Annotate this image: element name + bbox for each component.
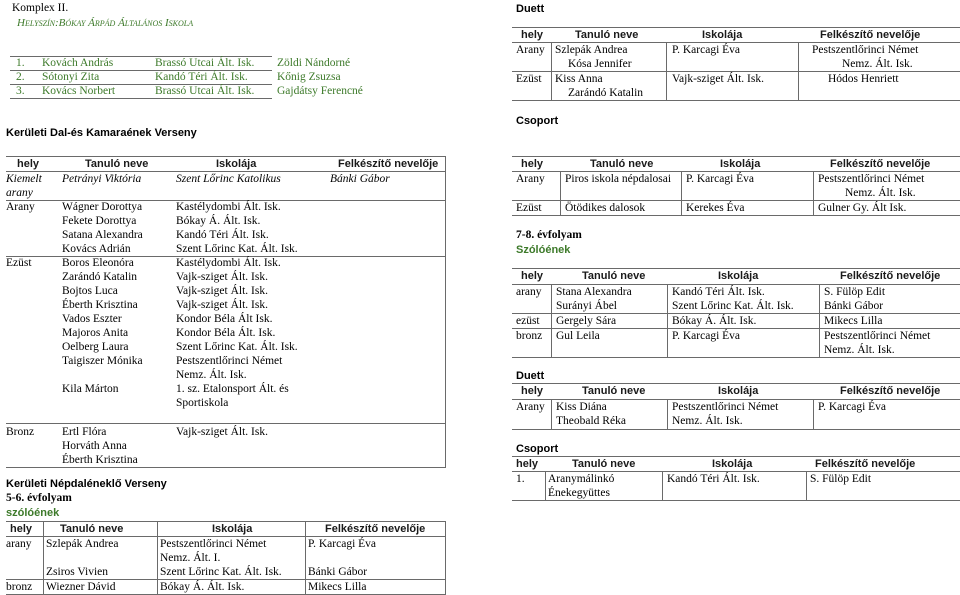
grade78-row-2-school: Bókay Á. Ált. Isk. — [672, 315, 757, 327]
nepdal-row-1-school: Pestszentlőrinci Német — [160, 538, 267, 550]
komplex-row-2-place: 2. — [16, 71, 25, 83]
nepdal-header-place: hely — [10, 523, 33, 535]
duett-top-title: Duett — [516, 3, 545, 15]
nepdal-row-2-school: Bókay Á. Ált. Isk. — [160, 581, 245, 593]
dal-bronz-school: Vajk-sziget Ált. Isk. — [176, 426, 268, 438]
dal-ezust-school: Kondor Béla Ált. Isk. — [176, 327, 276, 339]
grade78-row-3-place: bronz — [516, 330, 543, 342]
komplex-row-2-teacher: Kőnig Zsuzsa — [277, 71, 341, 83]
csoport-bottom-school: Kandó Téri Ált. Isk. — [667, 473, 760, 485]
duett-top-header-name: Tanuló neve — [575, 29, 639, 41]
duett-bottom-place: Arany — [516, 401, 545, 413]
komplex-row-1-school: Brassó Utcai Ált. Isk. — [155, 57, 255, 69]
nepdal-row-1-place: arany — [6, 538, 32, 550]
dal-ezust-name: Boros Eleonóra — [62, 257, 134, 269]
duett-bottom-header-name: Tanuló neve — [582, 385, 646, 397]
duett-top-row-1-name: Kósa Jennifer — [568, 58, 632, 70]
csoport-bottom-header-teacher: Felkészítő nevelője — [815, 458, 916, 470]
csoport-bottom-name: Énekegyüttes — [548, 487, 610, 499]
duett-bottom-title: Duett — [516, 370, 545, 382]
csoport-bottom-title: Csoport — [516, 443, 559, 455]
komplex-row-2-school: Kandó Téri Ált. Isk. — [155, 71, 248, 83]
nepdal-category: szólóének — [6, 507, 60, 519]
grade78-row-3-teacher: Pestszentlőrinci Német — [824, 330, 931, 342]
duett-top-header-teacher: Felkészítő nevelője — [820, 29, 921, 41]
dal-ezust-school: Szent Lőrinc Kat. Ált. Isk. — [176, 341, 298, 353]
dal-ezust-school: Kastélydombi Ált. Isk. — [176, 257, 281, 269]
duett-bottom-header-place: hely — [521, 385, 544, 397]
dal-ezust-school: Nemz. Ált. Isk. — [176, 369, 247, 381]
dal-ezust-school: Kondor Béla Ált Isk. — [176, 313, 273, 325]
csoport-bottom-teacher: S. Fülöp Edit — [810, 473, 872, 485]
grade78-header-teacher: Felkészítő nevelője — [840, 270, 941, 282]
csoport-top-row-1-school: P. Karcagi Éva — [686, 173, 755, 185]
duett-top-header-school: Iskolája — [702, 29, 743, 41]
grade78-row-3-school: P. Karcagi Éva — [672, 330, 741, 342]
csoport-top-header-name: Tanuló neve — [590, 158, 654, 170]
grade78-row-1-name: Surányi Ábel — [556, 300, 618, 312]
dal-arany-school: Bókay Á. Ált. Isk. — [176, 215, 261, 227]
komplex-row-3-place: 3. — [16, 85, 25, 97]
duett-bottom-school: Pestszentlőrinci Német — [672, 401, 779, 413]
komplex-row-1-name: Kovách András — [42, 57, 114, 69]
csoport-bottom-name: Aranymálinkó — [548, 473, 615, 485]
nepdal-header-school: Iskolája — [212, 523, 253, 535]
grade78-row-1-school: Kandó Téri Ált. Isk. — [672, 286, 765, 298]
duett-top-row-1-name: Szlepák Andrea — [555, 44, 628, 56]
duett-top-row-2-teacher: Hódos Henriett — [828, 73, 899, 85]
dal-arany-name: Fekete Dorottya — [62, 215, 137, 227]
duett-top-header-place: hely — [521, 29, 544, 41]
dal-arany-name: Kovács Adrián — [62, 243, 131, 255]
grade78-year: 7-8. évfolyam — [516, 229, 582, 241]
dal-ezust-name: Taigiszer Mónika — [62, 355, 143, 367]
csoport-top-title: Csoport — [516, 115, 559, 127]
duett-top-row-2-name: Kiss Anna — [555, 73, 603, 85]
komplex-row-2-name: Sótonyi Zita — [42, 71, 100, 83]
grade78-row-3-name: Gul Leila — [556, 330, 600, 342]
dalkamara-header-place: hely — [17, 158, 40, 170]
csoport-bottom-header-place: hely — [516, 458, 539, 470]
dal-arany-place: Arany — [6, 201, 35, 213]
dal-ezust-place: Ezüst — [6, 257, 32, 269]
grade78-row-1-name: Stana Alexandra — [556, 286, 632, 298]
duett-top-row-2-place: Ezüst — [516, 73, 542, 85]
komplex-venue: Helyszín:Bókay Árpád Általános Iskola — [17, 17, 194, 29]
nepdal-title: Kerületi Népdaléneklő Verseny — [6, 478, 167, 490]
dal-ezust-school: Vajk-sziget Ált. Isk. — [176, 285, 268, 297]
dal-ezust-name: Bojtos Luca — [62, 285, 118, 297]
komplex-row-1-teacher: Zöldi Nándorné — [277, 57, 351, 69]
dal-arany-school: Szent Lőrinc Kat. Ált. Isk. — [176, 243, 298, 255]
duett-top-row-1-teacher: Pestszentlőrinci Német — [812, 44, 919, 56]
dal-bronz-name: Ertl Flóra — [62, 426, 107, 438]
csoport-top-header-place: hely — [521, 158, 544, 170]
kiemelt-place-2: arany — [6, 187, 33, 199]
nepdal-year: 5-6. évfolyam — [6, 492, 72, 504]
grade78-header-name: Tanuló neve — [582, 270, 646, 282]
duett-bottom-name: Kiss Diána — [556, 401, 607, 413]
kiemelt-school: Szent Lőrinc Katolikus — [176, 173, 281, 185]
duett-bottom-header-school: Iskolája — [718, 385, 759, 397]
kiemelt-name: Petrányi Viktória — [62, 173, 142, 185]
csoport-top-row-2-name: Ötödikes dalosok — [565, 202, 646, 214]
nepdal-row-1-name: Zsiros Vivien — [46, 566, 109, 578]
duett-top-row-1-place: Arany — [516, 44, 545, 56]
dal-ezust-school: 1. sz. Etalonsport Ált. és — [176, 383, 289, 395]
dal-bronz-place: Bronz — [6, 426, 35, 438]
nepdal-header-teacher: Felkészítő nevelője — [325, 523, 426, 535]
dal-ezust-name: Zarándó Katalin — [62, 271, 138, 283]
nepdal-row-1-teacher: P. Karcagi Éva — [308, 538, 377, 550]
csoport-top-row-1-teacher: Pestszentlőrinci Német — [818, 173, 925, 185]
dal-ezust-name: Éberth Krisztina — [62, 299, 138, 311]
grade78-category: Szólóének — [516, 244, 571, 256]
csoport-top-header-teacher: Felkészítő nevelője — [830, 158, 931, 170]
nepdal-row-1-name: Szlepák Andrea — [46, 538, 119, 550]
komplex-row-1-place: 1. — [16, 57, 25, 69]
grade78-header-place: hely — [521, 270, 544, 282]
duett-bottom-header-teacher: Felkészítő nevelője — [840, 385, 941, 397]
grade78-row-1-teacher: S. Fülöp Edit — [824, 286, 886, 298]
csoport-top-row-1-place: Arany — [516, 173, 545, 185]
duett-top-row-2-name: Zarándó Katalin — [568, 87, 644, 99]
dalkamara-title: Kerületi Dal-és Kamaraének Verseny — [6, 127, 197, 139]
csoport-top-row-2-place: Ezüst — [516, 202, 542, 214]
dal-arany-school: Kandó Téri Ált. Isk. — [176, 229, 269, 241]
grade78-row-2-name: Gergely Sára — [556, 315, 617, 327]
dal-ezust-school: Vajk-sziget Ált. Isk. — [176, 299, 268, 311]
csoport-top-row-2-school: Kerekes Éva — [686, 202, 745, 214]
komplex-row-3-name: Kovács Norbert — [42, 85, 116, 97]
nepdal-header-name: Tanuló neve — [60, 523, 124, 535]
csoport-top-row-1-name: Piros iskola népdalosai — [565, 173, 672, 185]
kiemelt-place-1: Kiemelt — [6, 173, 42, 185]
duett-bottom-teacher: P. Karcagi Éva — [818, 401, 887, 413]
duett-top-row-2-school: Vajk-sziget Ált. Isk. — [672, 73, 764, 85]
csoport-top-row-1-teacher: Nemz. Ált. Isk. — [845, 187, 916, 199]
nepdal-row-2-place: bronz — [6, 581, 33, 593]
kiemelt-teacher: Bánki Gábor — [330, 173, 390, 185]
dal-bronz-name: Horváth Anna — [62, 440, 127, 452]
duett-bottom-name: Theobald Réka — [556, 415, 626, 427]
nepdal-row-1-school: Szent Lőrinc Kat. Ált. Isk. — [160, 566, 282, 578]
csoport-bottom-header-name: Tanuló neve — [572, 458, 636, 470]
komplex-row-3-school: Brassó Utcai Ált. Isk. — [155, 85, 255, 97]
csoport-top-row-2-teacher: Gulner Gy. Ált Isk. — [818, 202, 907, 214]
grade78-row-1-teacher: Bánki Gábor — [824, 300, 884, 312]
duett-top-row-1-teacher: Nemz. Ált. Isk. — [842, 58, 913, 70]
grade78-row-3-teacher: Nemz. Ált. Isk. — [824, 344, 895, 356]
duett-bottom-school: Nemz. Ált. Isk. — [672, 415, 743, 427]
komplex-title: Komplex II. — [12, 2, 69, 14]
csoport-bottom-place: 1. — [516, 473, 525, 485]
dal-ezust-name: Majoros Anita — [62, 327, 129, 339]
komplex-row-3-teacher: Gajdátsy Ferencné — [277, 85, 363, 97]
dalkamara-header-name: Tanuló neve — [85, 158, 149, 170]
duett-top-row-1-school: P. Karcagi Éva — [672, 44, 741, 56]
dal-ezust-school: Pestszentlőrinci Német — [176, 355, 283, 367]
dal-arany-name: Satana Alexandra — [62, 229, 143, 241]
grade78-row-2-teacher: Mikecs Lilla — [824, 315, 883, 327]
dal-ezust-name: Oelberg Laura — [62, 341, 129, 353]
nepdal-row-1-school: Nemz. Ált. I. — [160, 552, 221, 564]
dal-ezust-school: Vajk-sziget Ált. Isk. — [176, 271, 268, 283]
nepdal-row-2-name: Wiezner Dávid — [46, 581, 116, 593]
nepdal-row-2-teacher: Mikecs Lilla — [308, 581, 367, 593]
dalkamara-header-teacher: Felkészítő nevelője — [338, 158, 439, 170]
grade78-header-school: Iskolája — [718, 270, 759, 282]
grade78-row-2-place: ezüst — [516, 315, 540, 327]
dal-bronz-name: Éberth Krisztina — [62, 454, 138, 466]
dalkamara-header-school: Iskolája — [216, 158, 257, 170]
dal-arany-school: Kastélydombi Ált. Isk. — [176, 201, 281, 213]
csoport-top-header-school: Iskolája — [720, 158, 761, 170]
dal-arany-name: Wágner Dorottya — [62, 201, 143, 213]
dal-ezust-school: Sportiskola — [176, 397, 229, 409]
grade78-row-1-school: Szent Lőrinc Kat. Ált. Isk. — [672, 300, 794, 312]
dal-ezust-name: Vados Eszter — [62, 313, 122, 325]
dal-ezust-name: Kila Márton — [62, 383, 119, 395]
nepdal-row-1-teacher: Bánki Gábor — [308, 566, 368, 578]
csoport-bottom-header-school: Iskolája — [712, 458, 753, 470]
grade78-row-1-place: arany — [516, 286, 542, 298]
